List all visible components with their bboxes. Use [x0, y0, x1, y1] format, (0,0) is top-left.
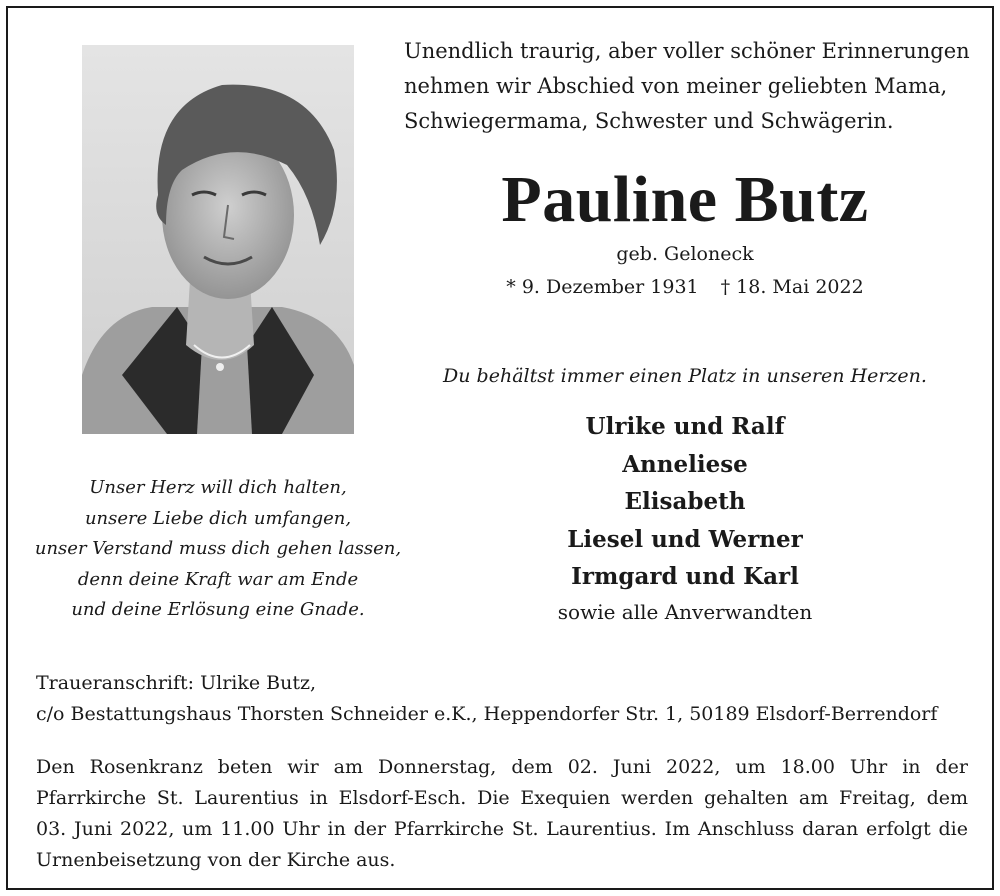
relatives-line: sowie alle Anverwandten [557, 599, 813, 624]
death-date: † 18. Mai 2022 [720, 276, 864, 298]
mourning-address [36, 668, 976, 730]
mourner-name: Anneliese [622, 450, 748, 478]
service-line: Pfarrkirche St. Laurentius in Elsdorf-Esch. Die Exequien werden gehalten am Freitag, dem [36, 787, 968, 809]
poem-line: und deine Erlösung eine Gnade. [71, 599, 365, 620]
address-line: c/o Bestattungshaus Thorsten Schneider e.K., Heppendorfer Str. 1, 50189 Elsdorf-Berrendorf [36, 703, 938, 725]
poem-line: Unser Herz will dich halten, [89, 477, 347, 498]
mourner-name: Liesel und Werner [567, 525, 803, 553]
mourner-name: Ulrike und Ralf [585, 413, 785, 440]
obituary-notice [6, 6, 994, 890]
service-line: 03. Juni 2022, um 11.00 Uhr in der Pfarrkirche St. Laurentius. Im Anschluss daran erfolgt die [36, 818, 968, 840]
birth-date: * 9. Dezember 1931 [506, 276, 699, 298]
life-dates [404, 274, 966, 300]
intro-text [404, 34, 984, 139]
portrait-photo [82, 45, 354, 434]
intro-line: Schwiegermama, Schwester und Schwägerin. [404, 109, 894, 133]
mourner-name: Irmgard und Karl [571, 563, 799, 590]
poem-line: denn deine Kraft war am Ende [77, 568, 359, 590]
service-line: Den Rosenkranz beten wir am Donnerstag, dem 02. Juni 2022, um 18.00 Uhr in der [36, 756, 968, 778]
intro-line: Unendlich traurig, aber voller schöner Erinnerungen [404, 39, 970, 63]
address-line: Traueranschrift: Ulrike Butz, [36, 672, 317, 694]
service-details [36, 752, 968, 876]
motto: Du behältst immer einen Platz in unseren Herzen. [443, 365, 927, 387]
deceased-name: Pauline Butz [501, 163, 869, 236]
poem-line: unser Verstand muss dich gehen lassen, [34, 538, 402, 559]
intro-line: nehmen wir Abschied von meiner geliebten Mama, [404, 74, 948, 98]
service-line: Urnenbeisetzung von der Kirche aus. [36, 849, 396, 871]
poem [22, 473, 414, 626]
portrait-image [82, 45, 354, 434]
poem-line: unsere Liebe dich umfangen, [84, 507, 352, 529]
mourner-name: Elisabeth [624, 488, 746, 515]
birth-name: geb. Geloneck [616, 243, 754, 265]
mourners-list [404, 408, 966, 628]
